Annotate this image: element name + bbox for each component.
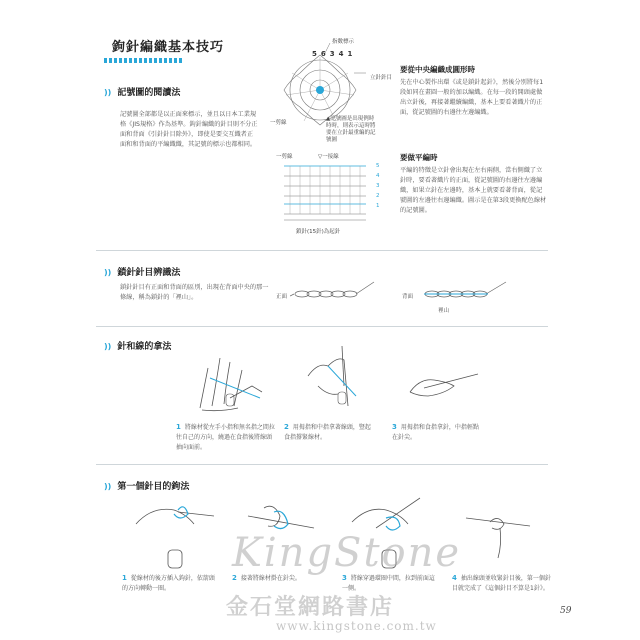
section-heading-chain: )) 鎖針針目辨識法 [104,268,181,278]
sub-heading-flat: 要做平編時 [400,153,438,162]
divider-1 [96,250,548,251]
section-heading-symbols: )) 記號圖的閱讀法 [104,88,181,98]
first-step-1: 1 從線材的後方插入鉤針，依箭頭的方向轉動一圈。 [122,574,215,592]
sub-body-round: 先在中心製作出環《或是鎖針起針》，然後分別將每1段如同在畫圓一般的加以編織。在每一段的開頭處做出立針後，再接著繼續編織，基本上要看著織片的正面，從記號圖的右邊往左邊編織。 [400,79,544,116]
divider-3 [96,464,548,465]
label-join: ▽一接線 [318,154,339,160]
label-front: 正面 [276,294,288,300]
watermark-url: www.kingstone.com.tw [276,619,437,633]
hand-illustration-2 [298,346,368,414]
first-step-4: 4 抽出線頭並收緊針目後，第一個針目就完成了《這個針目不算是1針》。 [452,574,551,592]
watermark-cn: 金石堂網路書店 [226,594,395,620]
first-step-2: 2 接著將線材掛在針尖。 [232,574,301,582]
label-end: 立針針目 [370,75,393,81]
symbols-body: 記號圖全部都是以正面來標示，並且以日本工業規格《JIS規格》作為基準。鉤針編織的針目則不分正面和背面《引針針目除外》，即使是要交互織者正面和和背面的平編織織，其記號的標示也都相同。 [120,111,258,148]
label-note: ▲記號圖是出現例時時時，則表示這時將要在立針最重編的記號圖 [326,116,376,143]
hand-illustration-3 [404,362,480,402]
page-title: 鉤針編織基本技巧 [112,40,225,55]
title-underline [104,58,184,63]
first-step-3: 3 將線穿過環圈中間，拉到前面這一側。 [342,574,435,592]
section-marker-icon: )) [104,482,112,491]
sub-heading-round: 要從中央編織成圓形時 [400,65,475,74]
holding-step-3: 3 用拇指和食指拿針，中指輕點在針尖。 [392,423,479,441]
label-ridge: 裡山 [438,308,450,314]
first-stitch-illustration-4 [460,508,536,562]
label-back: 背面 [402,294,414,300]
section-marker-icon: )) [104,342,112,351]
holding-step-1: 1 將線材從左手小指和無名指之間拉往自己的方向，繞過在食指後將線頭抽向面前。 [176,423,275,451]
section-marker-icon: )) [104,268,112,277]
first-stitch-illustration-1 [128,494,218,570]
flat-chart-diagram [280,160,370,224]
section-heading-first: )) 第一個針目的鉤法 [104,482,190,492]
label-chain-base: 鎖針(15針)為起針 [296,229,341,235]
chain-body: 鎖針針目有正面和背面的區別，出現在背面中央的那一條線，稱為鎖針的「裡山」。 [120,284,269,301]
chain-back-illustration [418,278,512,308]
sub-body-flat: 平編的特徵是立針會出現在左右兩側，當右側織了立針時，要看著織片的正面，從記號圖的右邊往左邊編織，如果立針在左邊時，基本上就要看著背面，從記號圖的左邊往右邊編織。圖示是在第3段更換配色線材的記號圖。 [400,167,547,214]
page-number: 59 [560,606,572,616]
section-marker-icon: )) [104,88,112,97]
watermark-brand: KingStone [232,530,462,576]
label-mark: 指數標示 [332,39,355,45]
chain-front-illustration [290,278,380,308]
label-cut: 一剪線 [270,120,287,126]
section-heading-holding: )) 針和線的拿法 [104,342,172,352]
label-cut-2: 一剪線 [276,154,293,160]
hand-illustration-1 [190,348,270,414]
divider-2 [96,326,548,327]
center-round-numbers: 5 6 3 4 1 [312,50,353,58]
row-numbers: 5 4 3 2 1 [376,163,380,209]
holding-step-2: 2 用拇指和中指拿著線頭，豎起食指撐緊線材。 [284,423,371,441]
